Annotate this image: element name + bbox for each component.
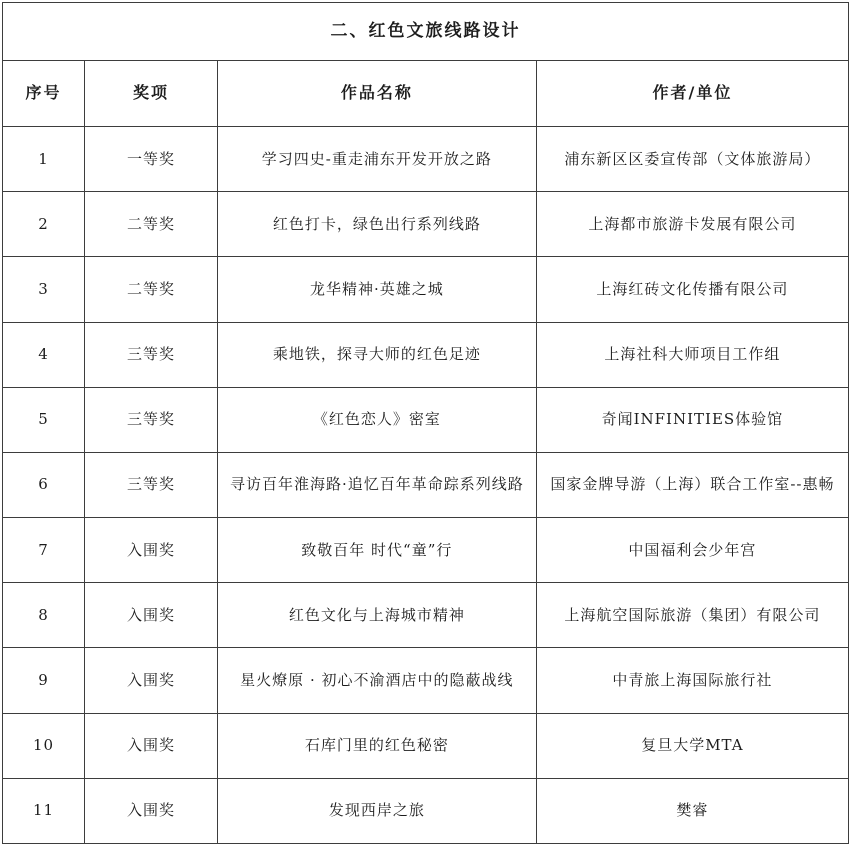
serial-number-cell: 10 (3, 713, 85, 778)
author-unit-cell: 浦东新区区委宣传部（文体旅游局） (536, 127, 848, 192)
author-unit-cell: 中国福利会少年宫 (536, 518, 848, 583)
work-title-cell: 发现西岸之旅 (217, 778, 536, 843)
table-row (3, 322, 849, 387)
serial-number-cell: 2 (3, 192, 85, 257)
award-cell: 三等奖 (85, 452, 218, 517)
award-cell: 二等奖 (85, 257, 218, 322)
author-unit-cell: 国家金牌导游（上海）联合工作室--惠畅 (536, 452, 848, 517)
serial-number-cell: 6 (3, 452, 85, 517)
work-title-cell: 《红色恋人》密室 (217, 387, 536, 452)
table-row (3, 452, 849, 517)
header-row (3, 61, 849, 127)
work-title-cell: 星火燎原 · 初心不渝酒店中的隐蔽战线 (217, 648, 536, 713)
work-title-cell: 致敬百年 时代“童”行 (217, 518, 536, 583)
table-row (3, 713, 849, 778)
header-award: 奖项 (85, 61, 218, 127)
table-row (3, 518, 849, 583)
table-body (3, 127, 849, 844)
work-title-cell: 寻访百年淮海路·追忆百年革命踪系列线路 (217, 452, 536, 517)
award-cell: 入围奖 (85, 713, 218, 778)
table-row (3, 583, 849, 648)
serial-number-cell: 4 (3, 322, 85, 387)
award-table (2, 2, 849, 844)
table-row (3, 387, 849, 452)
header-serial-number: 序号 (3, 61, 85, 127)
table-row (3, 192, 849, 257)
award-cell: 入围奖 (85, 648, 218, 713)
award-cell: 入围奖 (85, 778, 218, 843)
author-unit-cell: 樊睿 (536, 778, 848, 843)
table-row (3, 257, 849, 322)
serial-number-cell: 1 (3, 127, 85, 192)
award-cell: 入围奖 (85, 583, 218, 648)
work-title-cell: 石库门里的红色秘密 (217, 713, 536, 778)
table-title: 二、红色文旅线路设计 (3, 3, 849, 61)
author-unit-cell: 上海社科大师项目工作组 (536, 322, 848, 387)
work-title-cell: 学习四史-重走浦东开发开放之路 (217, 127, 536, 192)
award-cell: 三等奖 (85, 387, 218, 452)
serial-number-cell: 5 (3, 387, 85, 452)
table-row (3, 778, 849, 843)
award-cell: 入围奖 (85, 518, 218, 583)
serial-number-cell: 7 (3, 518, 85, 583)
work-title-cell: 红色打卡，绿色出行系列线路 (217, 192, 536, 257)
serial-number-cell: 9 (3, 648, 85, 713)
award-cell: 三等奖 (85, 322, 218, 387)
serial-number-cell: 8 (3, 583, 85, 648)
author-unit-cell: 上海都市旅游卡发展有限公司 (536, 192, 848, 257)
author-unit-cell: 复旦大学MTA (536, 713, 848, 778)
award-cell: 一等奖 (85, 127, 218, 192)
serial-number-cell: 11 (3, 778, 85, 843)
table-row (3, 648, 849, 713)
work-title-cell: 龙华精神·英雄之城 (217, 257, 536, 322)
work-title-cell: 乘地铁，探寻大师的红色足迹 (217, 322, 536, 387)
header-author-unit: 作者/单位 (536, 61, 848, 127)
author-unit-cell: 奇闻INFINITIES体验馆 (536, 387, 848, 452)
serial-number-cell: 3 (3, 257, 85, 322)
title-row (3, 3, 849, 61)
author-unit-cell: 上海航空国际旅游（集团）有限公司 (536, 583, 848, 648)
award-cell: 二等奖 (85, 192, 218, 257)
header-work-title: 作品名称 (217, 61, 536, 127)
work-title-cell: 红色文化与上海城市精神 (217, 583, 536, 648)
table-row (3, 127, 849, 192)
author-unit-cell: 中青旅上海国际旅行社 (536, 648, 848, 713)
author-unit-cell: 上海红砖文化传播有限公司 (536, 257, 848, 322)
